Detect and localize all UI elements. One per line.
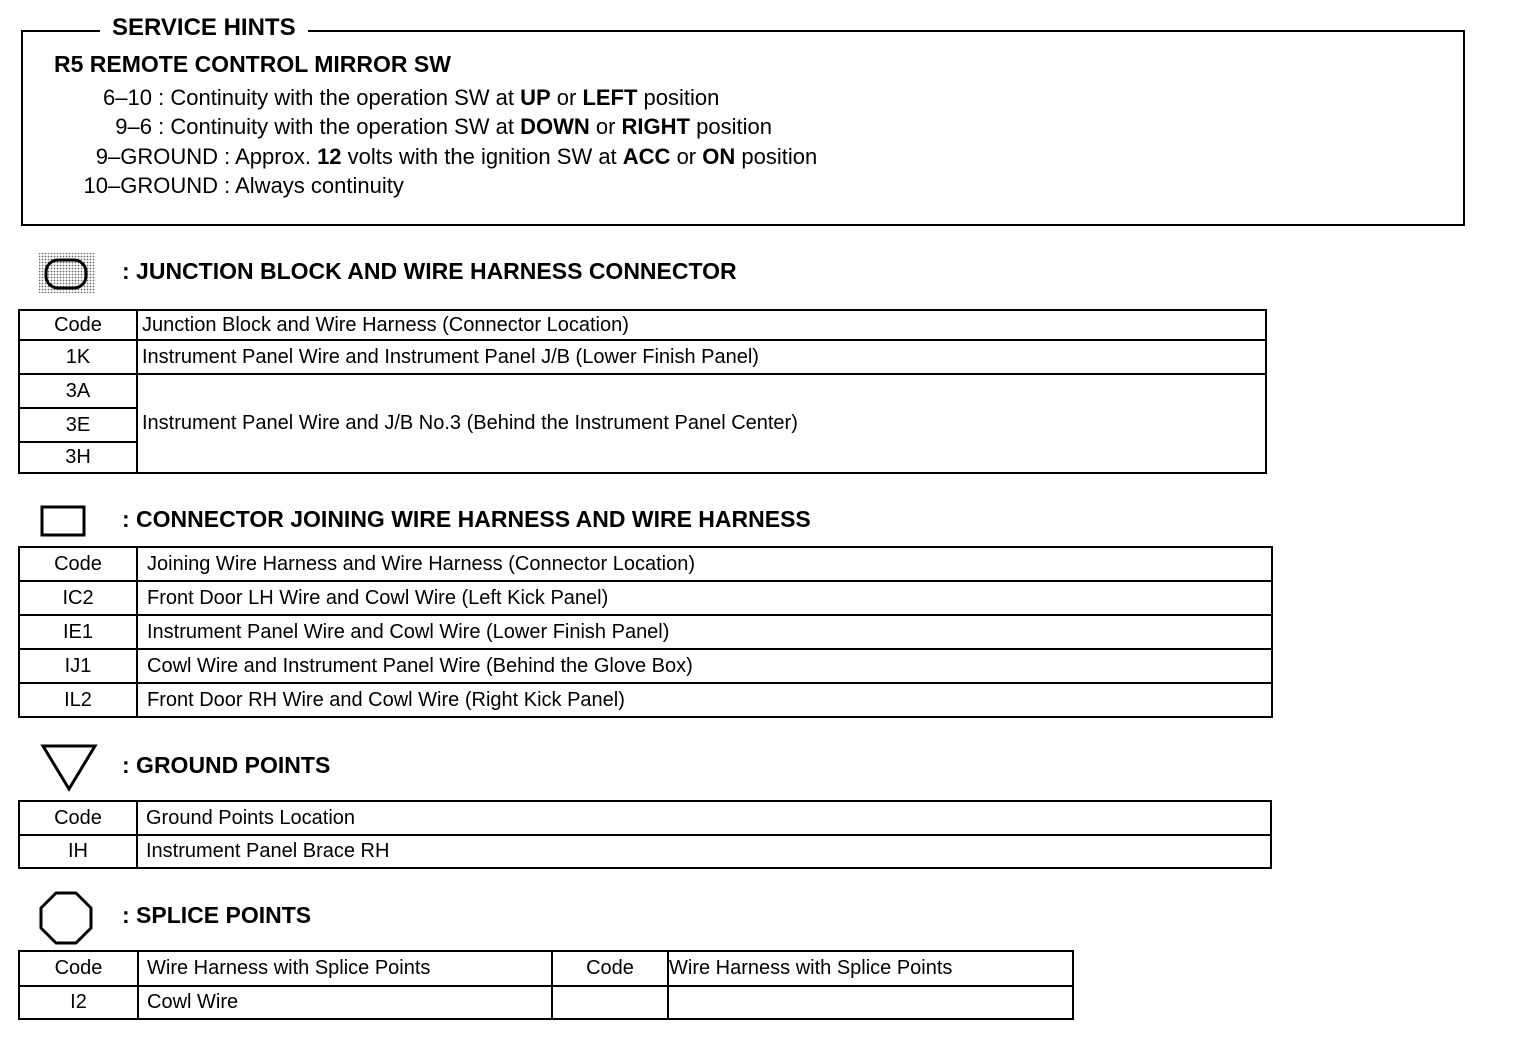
table-header-row: Code Joining Wire Harness and Wire Harness (Connector Location)	[19, 547, 1272, 581]
table-row: 1K Instrument Panel Wire and Instrument Panel J/B (Lower Finish Panel)	[19, 340, 1266, 374]
ground-heading: : GROUND POINTS	[122, 752, 331, 778]
table-row: IH Instrument Panel Brace RH	[19, 835, 1271, 868]
hint-row: 9–6 : Continuity with the operation SW at DOWN or RIGHT position	[40, 114, 772, 140]
connector-icon	[40, 505, 86, 537]
hint-row: 10–GROUND : Always continuity	[40, 173, 404, 199]
junction-heading: : JUNCTION BLOCK AND WIRE HARNESS CONNECTOR	[122, 258, 737, 284]
junction-table	[18, 309, 1267, 474]
table-header-row: Code Wire Harness with Splice Points Code Wire Harness with Splice Points	[19, 951, 1073, 986]
hint-terminal: 9–6	[115, 114, 152, 139]
component-title: R5 REMOTE CONTROL MIRROR SW	[54, 51, 451, 77]
splice-table	[18, 950, 1074, 1020]
table-row: 3H	[19, 442, 1266, 473]
splice-octagon-icon	[38, 890, 94, 946]
header-code: Code	[19, 310, 137, 340]
hint-terminal: 6–10	[103, 85, 152, 110]
hint-terminal: 9–GROUND	[95, 144, 218, 169]
table-row: IC2 Front Door LH Wire and Cowl Wire (Left Kick Panel)	[19, 581, 1272, 615]
table-header-row	[19, 310, 1266, 340]
hint-row: 9–GROUND : Approx. 12 volts with the ignition SW at ACC or ON position	[40, 144, 817, 170]
junction-block-icon	[38, 252, 96, 294]
table-row: I2 Cowl Wire	[19, 986, 1073, 1019]
table-row: IE1 Instrument Panel Wire and Cowl Wire (Lower Finish Panel)	[19, 615, 1272, 649]
table-row: 3E	[19, 408, 1266, 442]
table-row: 3A Instrument Panel Wire and J/B No.3 (Behind the Instrument Panel Center)	[19, 374, 1266, 408]
splice-heading: : SPLICE POINTS	[122, 902, 312, 928]
connector-table	[18, 546, 1273, 718]
hint-terminal: 10–GROUND	[83, 173, 218, 198]
hint-row: 6–10 : Continuity with the operation SW at UP or LEFT position	[40, 85, 719, 111]
table-row: IL2 Front Door RH Wire and Cowl Wire (Right Kick Panel)	[19, 683, 1272, 717]
service-hints-title: SERVICE HINTS	[100, 14, 308, 42]
ground-triangle-icon	[40, 743, 98, 793]
header-desc: Junction Block and Wire Harness (Connector Location)	[137, 310, 1266, 340]
table-header-row: Code Ground Points Location	[19, 801, 1271, 835]
connector-heading: : CONNECTOR JOINING WIRE HARNESS AND WIRE HARNESS	[122, 506, 811, 532]
ground-table	[18, 800, 1272, 869]
table-row: IJ1 Cowl Wire and Instrument Panel Wire (Behind the Glove Box)	[19, 649, 1272, 683]
